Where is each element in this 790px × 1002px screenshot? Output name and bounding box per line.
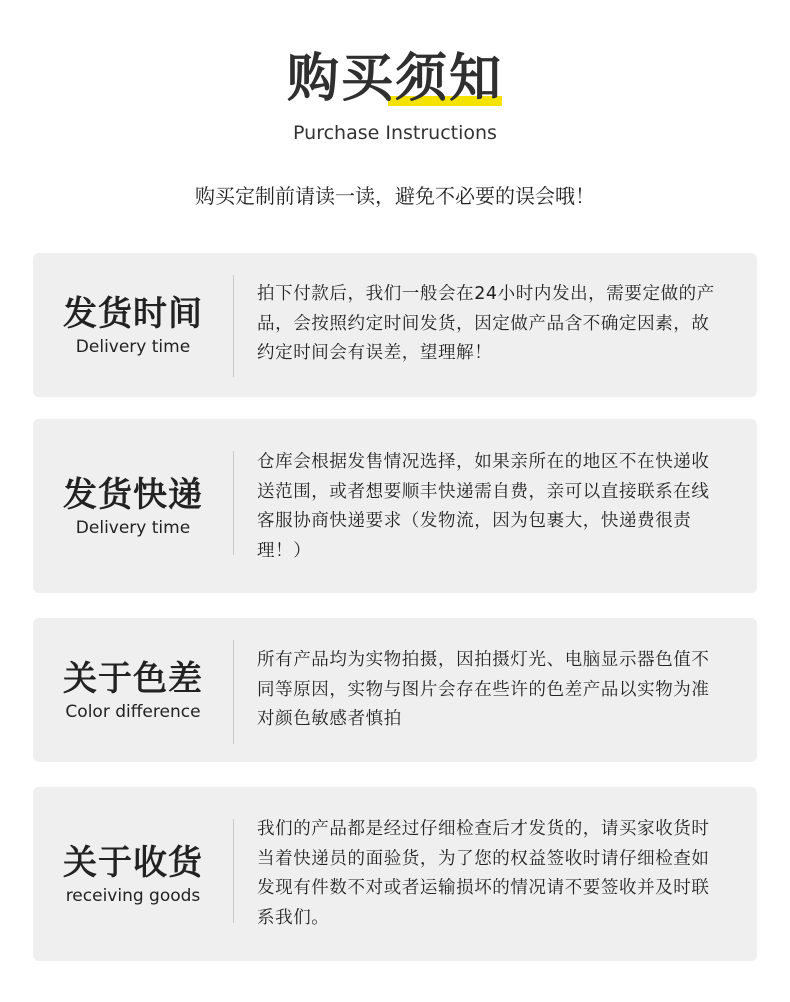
- section-divider: [233, 451, 234, 555]
- section-subtitle: receiving goods: [65, 886, 201, 906]
- section-subtitle: Color difference: [65, 702, 201, 722]
- section-title: 发货快递: [63, 475, 203, 515]
- section-card-receiving-goods: [33, 787, 757, 961]
- section-card-delivery-express: [33, 419, 757, 593]
- section-card-delivery-time: [33, 253, 757, 397]
- section-divider: [233, 275, 234, 377]
- page-header: [0, 0, 790, 240]
- section-heading: [33, 419, 233, 593]
- section-title: 关于收货: [63, 843, 203, 883]
- section-subtitle: Delivery time: [75, 337, 191, 357]
- page-subtitle: Purchase Instructions: [293, 122, 497, 144]
- section-body: 仓库会根据发售情况选择，如果亲所在的地区不在快递收送范围，或者想要顺丰快递需自费，亲可以直接联系在线客服协商快递要求（发物流，因为包裹大，快递费很责理！）: [257, 452, 710, 561]
- section-body: 所有产品均为实物拍摄，因拍摄灯光、电脑显示器色值不同等原因，实物与图片会存在些许的色差产品以实物为准对颜色敏感者慎拍: [257, 650, 710, 729]
- section-heading: [33, 253, 233, 397]
- section-body: 我们的产品都是经过仔细检查后才发货的，请买家收货时当着快递员的面验货，为了您的权益签收时请仔细检查如发现有件数不对或者运输损坏的情况请不要签收并及时联系我们。: [257, 819, 710, 928]
- section-card-color-difference: [33, 618, 757, 762]
- title-wrap: [0, 44, 790, 114]
- section-title: 发货时间: [63, 294, 203, 334]
- page-title: 购买须知: [286, 49, 503, 109]
- section-heading: [33, 787, 233, 961]
- section-title: 关于色差: [63, 659, 203, 699]
- section-divider: [233, 640, 234, 744]
- intro-text: 购买定制前请读一读，避免不必要的误会哦！: [195, 184, 595, 208]
- section-subtitle: Delivery time: [75, 518, 191, 538]
- section-body: 拍下付款后，我们一般会在24小时内发出，需要定做的产品，会按照约定时间发货，因定做产品含不确定因素，故约定时间会有误差，望理解！: [257, 284, 715, 363]
- section-divider: [233, 819, 234, 923]
- section-heading: [33, 618, 233, 762]
